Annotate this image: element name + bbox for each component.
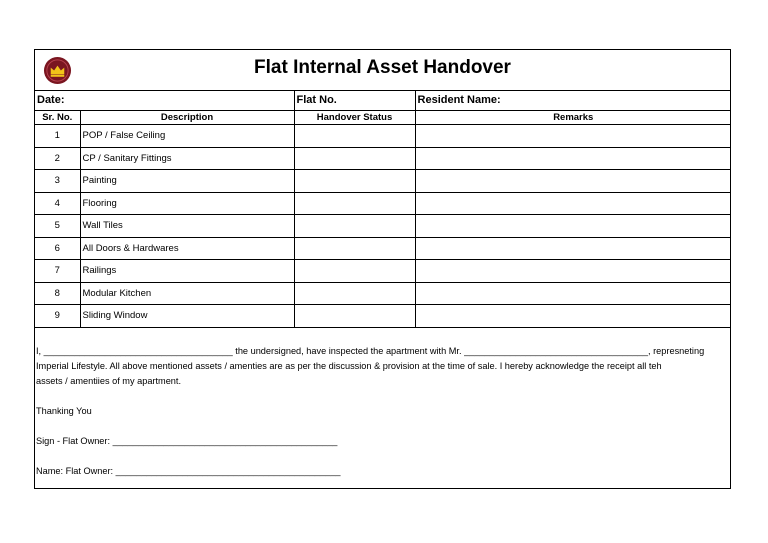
declaration-text bbox=[36, 344, 728, 479]
table-row bbox=[35, 170, 731, 193]
table-row bbox=[35, 192, 731, 215]
handover-status-cell[interactable] bbox=[294, 215, 415, 238]
handover-status-cell[interactable] bbox=[294, 192, 415, 215]
declaration-line-2: Imperial Lifestyle. All above mentioned assets / amenties are as per the discussion & provision at the time of sale. I hereby acknowledge the receipt all teh bbox=[36, 361, 662, 371]
remarks-cell[interactable] bbox=[415, 215, 731, 238]
remarks-cell[interactable] bbox=[415, 305, 731, 328]
remarks-cell[interactable] bbox=[415, 147, 731, 170]
handover-status-cell[interactable] bbox=[294, 305, 415, 328]
handover-status-cell[interactable] bbox=[294, 237, 415, 260]
sr-no-cell: 1 bbox=[35, 125, 80, 148]
table-row bbox=[35, 237, 731, 260]
declaration-line-1: I, _____________________________________ the undersigned, have inspected the apartment with Mr. ____________________________________, represneting bbox=[36, 346, 705, 356]
flat-number-field[interactable]: Flat No. bbox=[294, 90, 415, 111]
remarks-cell[interactable] bbox=[415, 260, 731, 283]
sr-no-cell: 7 bbox=[35, 260, 80, 283]
date-field[interactable]: Date: bbox=[35, 90, 294, 111]
handover-status-cell[interactable] bbox=[294, 125, 415, 148]
table-row bbox=[35, 215, 731, 238]
table-header bbox=[35, 111, 731, 125]
declaration-line-3: assets / amentiies of my apartment. bbox=[36, 376, 182, 386]
handover-status-cell[interactable] bbox=[294, 282, 415, 305]
handover-form bbox=[34, 49, 731, 489]
info-row bbox=[35, 90, 731, 111]
description-cell: Modular Kitchen bbox=[80, 282, 294, 305]
table-row bbox=[35, 260, 731, 283]
remarks-cell[interactable] bbox=[415, 237, 731, 260]
handover-status-cell[interactable] bbox=[294, 170, 415, 193]
handover-status-cell[interactable] bbox=[294, 147, 415, 170]
description-cell: Painting bbox=[80, 170, 294, 193]
table-row bbox=[35, 125, 731, 148]
description-cell: Railings bbox=[80, 260, 294, 283]
table-row bbox=[35, 282, 731, 305]
name-owner-field[interactable]: Name: Flat Owner: ____________________________________________ bbox=[36, 466, 341, 476]
column-header-description: Description bbox=[80, 111, 294, 125]
handover-status-cell[interactable] bbox=[294, 260, 415, 283]
sr-no-cell: 6 bbox=[35, 237, 80, 260]
resident-name-field[interactable]: Resident Name: bbox=[415, 90, 731, 111]
sr-no-cell: 2 bbox=[35, 147, 80, 170]
sr-no-cell: 3 bbox=[35, 170, 80, 193]
sr-no-cell: 5 bbox=[35, 215, 80, 238]
remarks-cell[interactable] bbox=[415, 282, 731, 305]
column-header-handover-status: Handover Status bbox=[294, 111, 415, 125]
sr-no-cell: 4 bbox=[35, 192, 80, 215]
description-cell: Sliding Window bbox=[80, 305, 294, 328]
description-cell: Flooring bbox=[80, 192, 294, 215]
remarks-cell[interactable] bbox=[415, 192, 731, 215]
description-cell: Wall Tiles bbox=[80, 215, 294, 238]
remarks-cell[interactable] bbox=[415, 170, 731, 193]
sr-no-cell: 8 bbox=[35, 282, 80, 305]
thanking-text: Thanking You bbox=[36, 406, 92, 416]
page-title: Flat Internal Asset Handover bbox=[254, 57, 511, 78]
sign-owner-field[interactable]: Sign - Flat Owner: ____________________________________________ bbox=[36, 436, 338, 446]
column-header-remarks: Remarks bbox=[415, 111, 731, 125]
sr-no-cell: 9 bbox=[35, 305, 80, 328]
asset-table bbox=[35, 90, 731, 328]
description-cell: POP / False Ceiling bbox=[80, 125, 294, 148]
table-row bbox=[35, 147, 731, 170]
description-cell: CP / Sanitary Fittings bbox=[80, 147, 294, 170]
description-cell: All Doors & Hardwares bbox=[80, 237, 294, 260]
remarks-cell[interactable] bbox=[415, 125, 731, 148]
column-header-sr-no: Sr. No. bbox=[35, 111, 80, 125]
table-row bbox=[35, 305, 731, 328]
title-row bbox=[35, 50, 730, 91]
